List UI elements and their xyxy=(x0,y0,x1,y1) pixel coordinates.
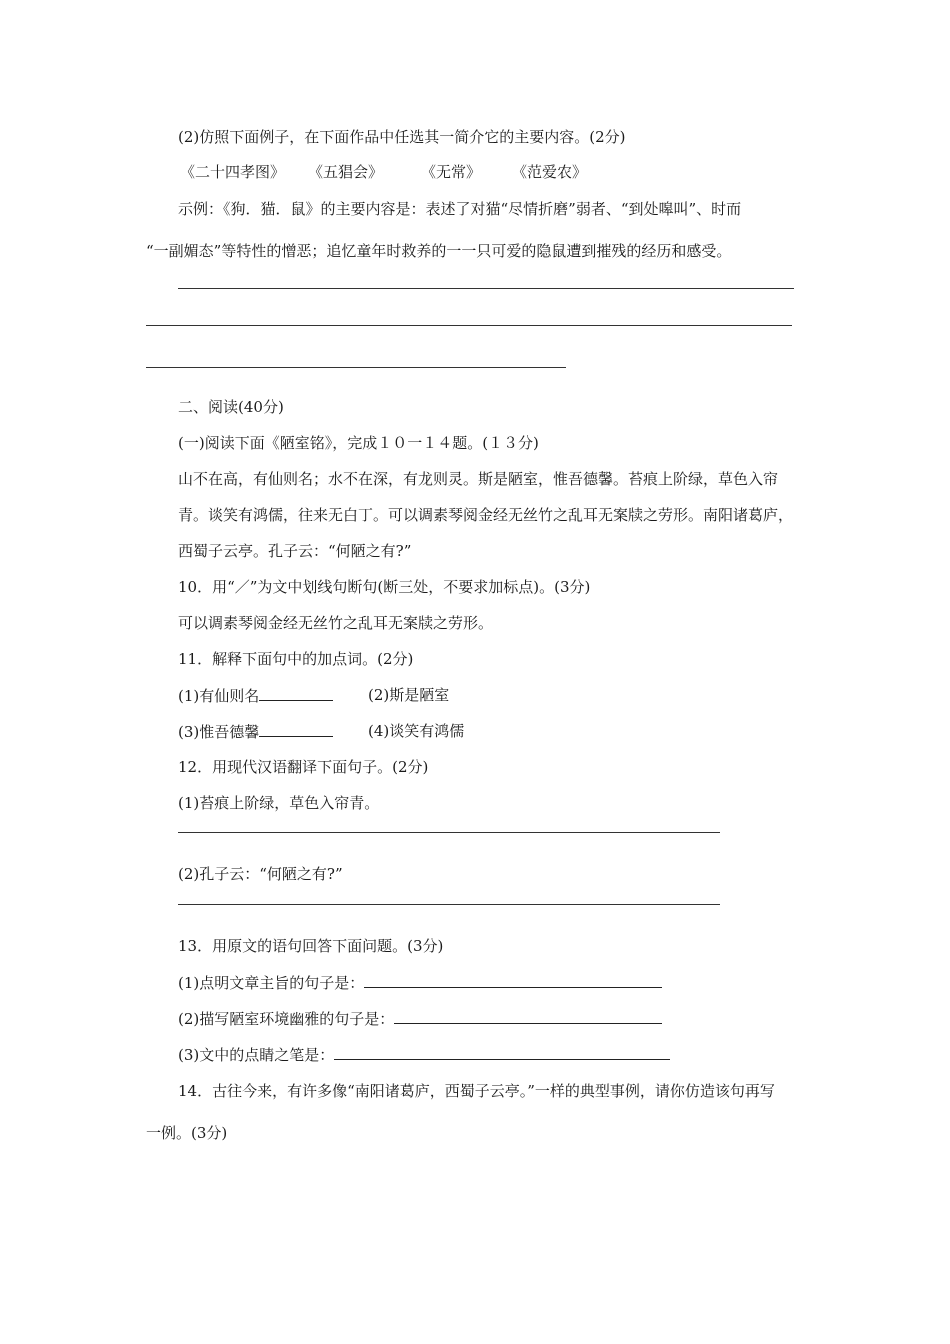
question-13: 13．用原文的语句回答下面问题。(3分) xyxy=(178,937,444,955)
work-title-4: 《范爱农》 xyxy=(512,163,588,181)
question-14-line-2: 一例。(3分) xyxy=(146,1124,228,1142)
question-2-prompt: (2)仿照下面例子，在下面作品中任选其一简介它的主要内容。(2分) xyxy=(178,128,626,146)
question-14-line-1: 14．古往今来，有许多像“南阳诸葛庐，西蜀子云亭。”一样的典型事例，请你仿造该句再写 xyxy=(178,1082,775,1100)
example-text-line-2: “一副媚态”等特性的憎恶；追忆童年时救养的一一只可爱的隐鼠遭到摧残的经历和感受。 xyxy=(146,242,732,260)
q13-item-2-label: (2)描写陋室环境幽雅的句子是： xyxy=(178,1010,395,1028)
example-text-line-1: 示例：《狗．猫．鼠》的主要内容是：表述了对猫“尽情折磨”弱者、“到处嗥叫”、时而 xyxy=(178,200,742,218)
q13-item-3-label: (3)文中的点睛之笔是： xyxy=(178,1046,335,1064)
question-10: 10．用“／”为文中划线句断句(断三处，不要求加标点)。(3分) xyxy=(178,578,591,596)
q13-item-2-blank[interactable] xyxy=(394,1008,662,1024)
section-title: 二、阅读(40分) xyxy=(178,398,284,416)
q11-item-3 xyxy=(178,721,333,742)
q12-answer-line-2[interactable] xyxy=(178,904,720,905)
passage-line-3: 西蜀子云亭。孔子云：“何陋之有?” xyxy=(178,542,412,560)
q13-item-1 xyxy=(178,972,662,993)
work-title-3: 《无常》 xyxy=(421,163,482,181)
q12-item-2: (2)孔子云：“何陋之有?” xyxy=(178,865,343,883)
q13-item-3 xyxy=(178,1044,670,1065)
answer-line-1[interactable] xyxy=(178,288,794,289)
answer-line-2[interactable] xyxy=(146,325,792,326)
question-12: 12．用现代汉语翻译下面句子。(2分) xyxy=(178,758,429,776)
q13-item-1-blank[interactable] xyxy=(364,972,662,988)
q11-item-4: (4)谈笑有鸿儒 xyxy=(368,722,465,740)
q11-item-2: (2)斯是陋室 xyxy=(368,686,450,704)
question-10-sentence: 可以调素琴阅金经无丝竹之乱耳无案牍之劳形。 xyxy=(178,614,494,632)
passage-line-2: 青。谈笑有鸿儒，往来无白丁。可以调素琴阅金经无丝竹之乱耳无案牍之劳形。南阳诸葛庐， xyxy=(178,506,794,524)
passage-line-1: 山不在高，有仙则名；水不在深，有龙则灵。斯是陋室，惟吾德馨。苔痕上阶绿，草色入帘 xyxy=(178,470,779,488)
work-title-2: 《五猖会》 xyxy=(308,163,384,181)
q11-item-1-label: (1)有仙则名 xyxy=(178,687,260,705)
q12-item-1: (1)苔痕上阶绿，草色入帘青。 xyxy=(178,794,380,812)
q13-item-2 xyxy=(178,1008,662,1029)
subsection-title: (一)阅读下面《陋室铭》，完成１０一１４题。(１３分) xyxy=(178,434,539,452)
q12-answer-line-1[interactable] xyxy=(178,832,720,833)
q13-item-1-label: (1)点明文章主旨的句子是： xyxy=(178,974,365,992)
work-title-1: 《二十四孝图》 xyxy=(180,163,286,181)
q11-item-1 xyxy=(178,685,333,706)
q13-item-3-blank[interactable] xyxy=(334,1044,670,1060)
answer-line-3[interactable] xyxy=(146,367,566,368)
q11-item-1-blank[interactable] xyxy=(259,685,333,701)
q11-item-3-blank[interactable] xyxy=(259,721,333,737)
question-11: 11．解释下面句中的加点词。(2分) xyxy=(178,650,414,668)
q11-item-3-label: (3)惟吾德馨 xyxy=(178,723,260,741)
